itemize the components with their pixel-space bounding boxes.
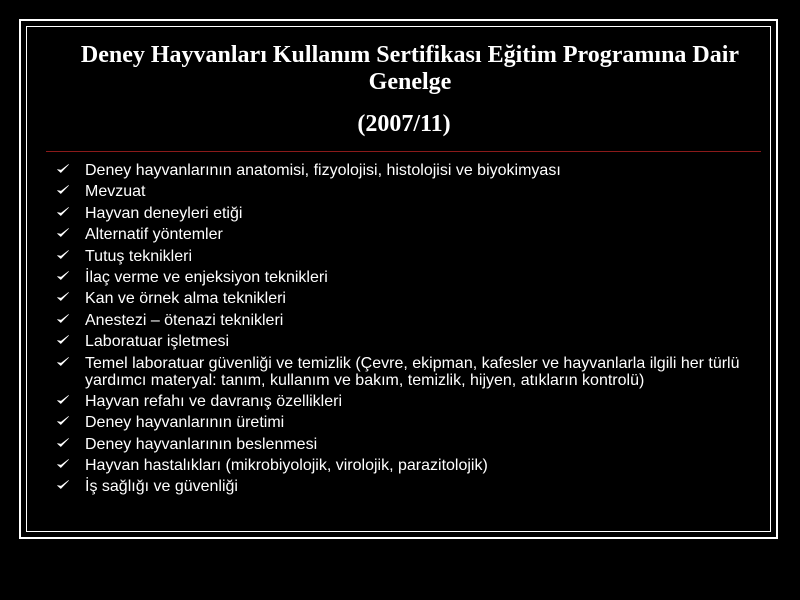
bullet-item [56,248,768,265]
checkmark-icon [56,226,70,240]
bullet-text: Hayvan hastalıkları (mikrobiyolojik, virolojik, parazitolojik) [85,457,488,475]
checkmark-icon [56,205,70,219]
checkmark-icon [56,393,70,407]
bullet-text: Temel laboratuar güvenliği ve temizlik (Çevre, ekipman, kafesler ve hayvanlarla ilgili her türlü yardımcı materyal: tanım, kullanım ve bakım, temizlik, hijyen, atıkların kontrolü) [85,354,740,389]
bullet-text: Alternatif yöntemler [85,226,223,244]
checkmark-icon [56,414,70,428]
bullet-list [56,162,768,500]
bullet-item [56,414,768,431]
slide-title: Deney Hayvanları Kullanım Sertifikası Eğitim Programına Dair Genelge [80,42,740,95]
bullet-text: Mevzuat [85,183,146,201]
checkmark-icon [56,355,70,369]
bullet-item [56,226,768,243]
checkmark-icon [56,269,70,283]
bullet-text: Hayvan deneyleri etiği [85,204,243,222]
bullet-text: Deney hayvanlarının üretimi [85,414,285,432]
title-divider [46,151,761,152]
bullet-item [56,269,768,286]
checkmark-icon [56,333,70,347]
checkmark-icon [56,290,70,304]
bullet-item [56,205,768,222]
bullet-text: Anestezi – ötenazi teknikleri [85,311,284,329]
bullet-text: Hayvan refahı ve davranış özellikleri [85,392,343,410]
bullet-item [56,355,768,389]
checkmark-icon [56,457,70,471]
bullet-text: Laboratuar işletmesi [85,333,230,351]
bullet-item [56,436,768,453]
bullet-item [56,333,768,350]
bullet-text: Kan ve örnek alma teknikleri [85,290,286,308]
bullet-text: İş sağlığı ve güvenliği [85,478,238,496]
bullet-item [56,183,768,200]
bullet-text: Deney hayvanlarının anatomisi, fizyolojisi, histolojisi ve biyokimyası [85,162,561,179]
bullet-item [56,290,768,307]
checkmark-icon [56,312,70,326]
checkmark-icon [56,162,70,176]
checkmark-icon [56,478,70,492]
slide-subtitle: (2007/11) [357,111,451,137]
bullet-item [56,457,768,474]
checkmark-icon [56,436,70,450]
bullet-item [56,312,768,329]
checkmark-icon [56,248,70,262]
bullet-item [56,162,768,179]
bullet-item [56,393,768,410]
bullet-text: İlaç verme ve enjeksiyon teknikleri [85,268,328,286]
bullet-text: Tutuş teknikleri [85,247,192,265]
checkmark-icon [56,183,70,197]
bullet-item [56,478,768,495]
bullet-text: Deney hayvanlarının beslenmesi [85,435,318,453]
